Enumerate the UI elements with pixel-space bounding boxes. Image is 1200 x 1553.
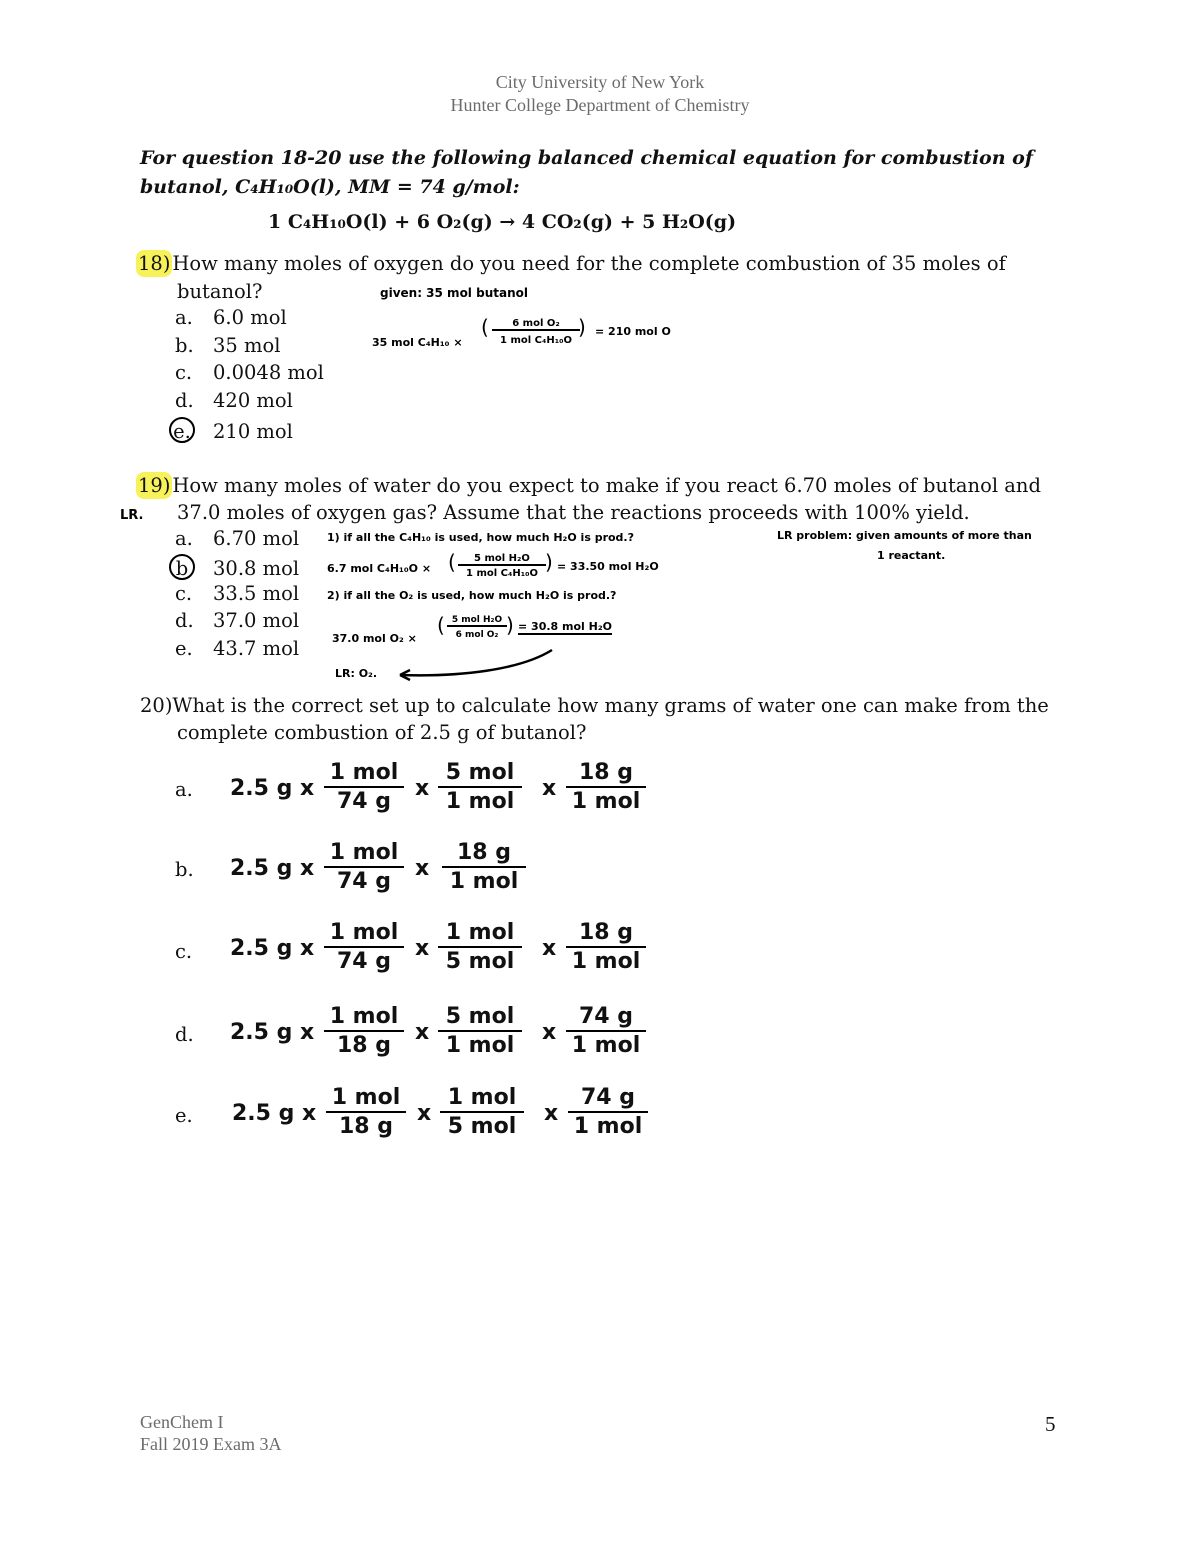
question-20-number: 20)	[140, 694, 173, 717]
q20-option-b-setup	[230, 840, 670, 910]
q18-note-paren-right: )	[578, 315, 586, 339]
q19-note-paren1-left: (	[448, 550, 456, 574]
q20-option-c-letter: c.	[175, 940, 193, 963]
setup-start: 2.5 g x	[230, 776, 315, 801]
fraction-2: 5 mol 1 mol	[438, 760, 522, 814]
q18-note-paren-left: (	[481, 315, 489, 339]
setup-start: 2.5 g x	[230, 856, 315, 881]
q19-note-calc2-left: 37.0 mol O₂ ×	[332, 632, 417, 645]
fraction-1: 1 mol 74 g	[324, 920, 404, 974]
footer-course: GenChem I	[140, 1412, 224, 1432]
footer-exam: Fall 2019 Exam 3A	[140, 1434, 282, 1454]
header-department: Hunter College Department of Chemistry	[450, 95, 750, 115]
q19-note-paren1-right: )	[545, 550, 553, 574]
question-19-number: 19)	[138, 474, 171, 497]
q19-note-calc1-left: 6.7 mol C₄H₁₀O ×	[327, 562, 432, 575]
q18-note-calc-left: 35 mol C₄H₁₀ ×	[372, 336, 463, 349]
q19-margin-note: LR.	[120, 508, 144, 523]
setup-start: 2.5 g x	[230, 936, 315, 961]
fraction-3: 18 g 1 mol	[566, 760, 646, 814]
fraction-2: 1 mol 5 mol	[438, 920, 522, 974]
q19-note-lr-problem-line2: 1 reactant.	[877, 549, 946, 562]
q19-note-calc2-num: 5 mol H₂O	[447, 615, 507, 627]
fraction-2: 5 mol 1 mol	[438, 1004, 522, 1058]
q20-option-c-setup	[230, 920, 670, 990]
times-sign: x	[415, 776, 430, 801]
q20-option-a-letter: a.	[175, 778, 193, 801]
page-number: 5	[1045, 1412, 1056, 1436]
q19-option-e: e. 43.7 mol	[175, 637, 300, 660]
q19-note-limiting-reagent: LR: O₂.	[335, 667, 378, 680]
q20-option-d-setup	[230, 1004, 670, 1074]
fraction-1: 1 mol 74 g	[324, 760, 404, 814]
q19-option-c: c. 33.5 mol	[175, 582, 300, 605]
q19-option-b-selected: b 30.8 mol	[175, 554, 299, 580]
q18-option-b: b. 35 mol	[175, 334, 281, 357]
q19-note-calc2-den: 6 mol O₂	[455, 630, 499, 640]
question-18	[140, 250, 1100, 277]
fraction-3: 18 g 1 mol	[566, 920, 646, 974]
times-sign: x	[417, 1101, 432, 1126]
fraction-1: 1 mol 74 g	[324, 840, 404, 894]
balanced-equation: 1 C₄H₁₀O(l) + 6 O₂(g) → 4 CO₂(g) + 5 H₂O(g)	[268, 211, 737, 233]
fraction-2: 1 mol 5 mol	[440, 1085, 524, 1139]
fraction-1: 1 mol 18 g	[324, 1004, 404, 1058]
q19-note-calc2-result: = 30.8 mol H₂O	[518, 620, 613, 633]
times-sign: x	[542, 936, 557, 961]
q19-note-paren2-right: )	[506, 613, 514, 637]
q19-note-paren2-left: (	[437, 613, 445, 637]
question-18-text-line2: butanol?	[177, 280, 263, 303]
q18-option-a: a. 6.0 mol	[175, 306, 287, 329]
setup-start: 2.5 g x	[230, 1020, 315, 1045]
intro-line-1: For question 18-20 use the following balanced chemical equation for combustion of	[140, 147, 1034, 169]
q18-option-e-selected: e. 210 mol	[175, 417, 293, 443]
q18-note-calc-num: 6 mol O₂	[492, 318, 580, 331]
question-20-text-line1: What is the correct set up to calculate how many grams of water one can make from the	[172, 694, 1049, 717]
setup-start: 2.5 g x	[232, 1101, 317, 1126]
intro-line-2: butanol, C₄H₁₀O(l), MM = 74 g/mol:	[140, 176, 520, 198]
q18-note-calc-den: 1 mol C₄H₁₀O	[500, 335, 572, 346]
q19-note-lr-problem-line1: LR problem: given amounts of more than	[777, 529, 1032, 542]
q19-option-a: a. 6.70 mol	[175, 527, 300, 550]
question-19-text-line2: 37.0 moles of oxygen gas? Assume that the reactions proceeds with 100% yield.	[177, 501, 970, 524]
arrow-icon	[380, 645, 560, 685]
question-18-number: 18)	[138, 252, 171, 275]
answer-circle-mark: b	[169, 554, 195, 580]
q19-note-step1: 1) if all the C₄H₁₀ is used, how much H₂O is prod.?	[327, 531, 634, 544]
times-sign: x	[542, 776, 557, 801]
q18-option-c: c. 0.0048 mol	[175, 361, 324, 384]
question-19-text-line1: How many moles of water do you expect to make if you react 6.70 moles of butanol and	[172, 474, 1041, 497]
question-20-text-line2: complete combustion of 2.5 g of butanol?	[177, 721, 587, 744]
question-19	[140, 472, 1100, 499]
question-18-text-line1: How many moles of oxygen do you need for the complete combustion of 35 moles of	[172, 252, 1006, 275]
q19-note-calc1-den: 1 mol C₄H₁₀O	[466, 568, 538, 579]
q18-option-d: d. 420 mol	[175, 389, 293, 412]
times-sign: x	[542, 1020, 557, 1045]
times-sign: x	[415, 1020, 430, 1045]
fraction-3: 74 g 1 mol	[568, 1085, 648, 1139]
q19-note-calc1-num: 5 mol H₂O	[458, 553, 546, 566]
times-sign: x	[415, 856, 430, 881]
q20-option-a-setup	[230, 760, 670, 830]
fraction-3: 74 g 1 mol	[566, 1004, 646, 1058]
q20-option-b-letter: b.	[175, 858, 194, 881]
answer-circle-mark: e.	[169, 417, 195, 443]
q20-option-e-letter: e.	[175, 1104, 193, 1127]
q19-note-step2: 2) if all the O₂ is used, how much H₂O is prod.?	[327, 589, 617, 602]
q20-option-e-setup	[232, 1085, 672, 1155]
q19-option-d: d. 37.0 mol	[175, 609, 300, 632]
fraction-1: 1 mol 18 g	[326, 1085, 406, 1139]
header-university: City University of New York	[495, 72, 705, 92]
q20-option-d-letter: d.	[175, 1023, 194, 1046]
q18-note-given: given: 35 mol butanol	[380, 286, 528, 300]
fraction-2: 18 g 1 mol	[442, 840, 526, 894]
times-sign: x	[544, 1101, 559, 1126]
times-sign: x	[415, 936, 430, 961]
q19-note-calc1-result: = 33.50 mol H₂O	[557, 560, 659, 573]
q18-note-calc-result: = 210 mol O	[595, 325, 671, 338]
question-20	[140, 692, 1100, 719]
